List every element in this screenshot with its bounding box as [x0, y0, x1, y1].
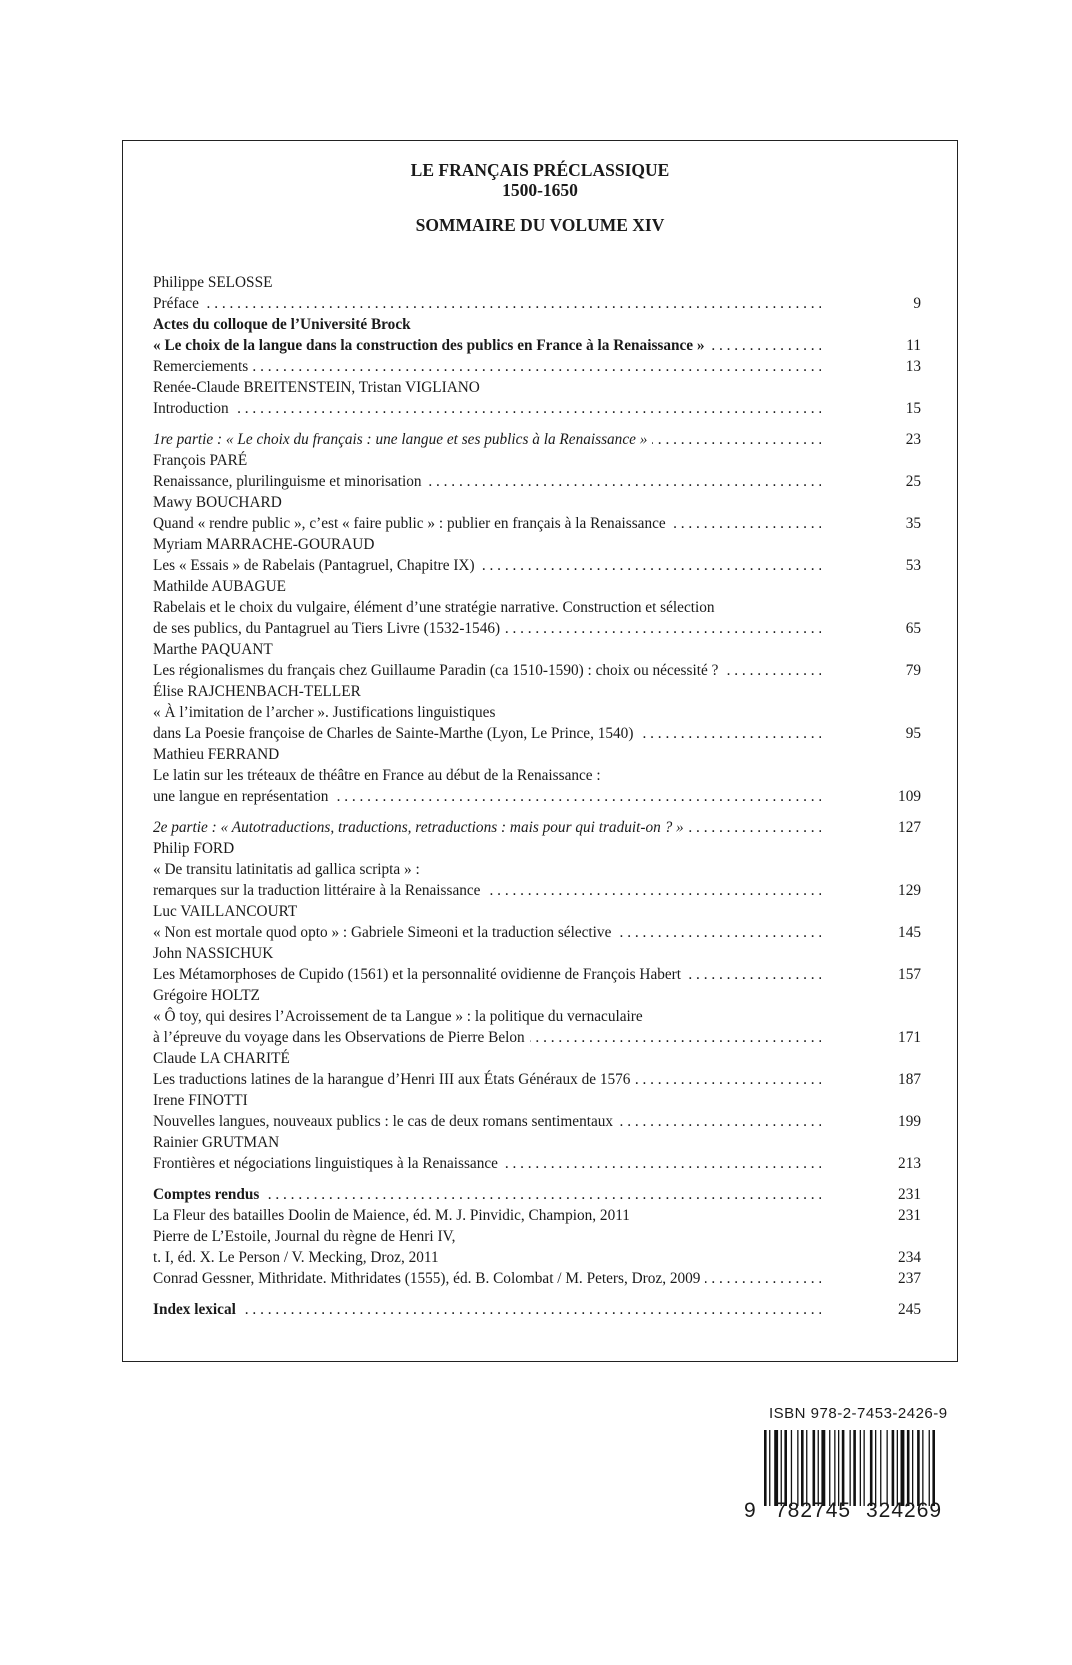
toc-page-number: 23	[831, 429, 921, 450]
toc-entry	[153, 293, 921, 314]
toc-entry-title: Préface	[153, 295, 204, 312]
toc-text: « De transitu latinitatis ad gallica scripta » :	[153, 861, 420, 878]
toc-entry	[153, 922, 921, 943]
toc-author	[153, 639, 921, 660]
toc-page-number: 129	[831, 880, 921, 901]
toc-page-number: 127	[831, 817, 921, 838]
toc-entry	[153, 786, 921, 807]
barcode-bar	[784, 1430, 787, 1506]
toc-entry-title: de ses publics, du Pantagruel au Tiers Livre (1532-1546)	[153, 620, 505, 637]
barcode-first-digit: 9	[744, 1499, 756, 1522]
barcode-bar	[932, 1430, 935, 1506]
toc-entry-title: La Fleur des batailles Doolin de Maience, éd. M. J. Pinvidic, Champion, 2011	[153, 1207, 635, 1224]
toc-author	[153, 450, 921, 471]
barcode-bar	[806, 1430, 807, 1506]
barcode-image	[764, 1430, 958, 1506]
toc-page-number: 171	[831, 1027, 921, 1048]
toc-entry	[153, 964, 921, 985]
barcode-bar	[887, 1430, 888, 1506]
volume-subtitle: SOMMAIRE DU VOLUME XIV	[415, 215, 665, 235]
toc-author	[153, 901, 921, 922]
toc-entry-title: Introduction	[153, 400, 234, 417]
toc-text: Mathilde AUBAGUE	[153, 578, 286, 595]
toc-text: Mawy BOUCHARD	[153, 494, 282, 511]
barcode-bar	[897, 1430, 898, 1506]
barcode-bar	[797, 1430, 798, 1506]
toc-page-number: 231	[831, 1205, 921, 1226]
toc-entry-title: Quand « rendre public », c’est « faire public » : publier en français à la Renaissance	[153, 515, 671, 532]
toc-page-number: 11	[831, 335, 921, 356]
isbn-label: ISBN 978-2-7453-2426-9	[769, 1405, 948, 1422]
toc-page-number: 95	[831, 723, 921, 744]
barcode-bar	[917, 1430, 920, 1506]
barcode-right-digits: 324269	[866, 1499, 943, 1522]
barcode-bar	[834, 1430, 835, 1506]
toc-line	[153, 1006, 921, 1027]
toc-author	[153, 744, 921, 765]
barcode-bar	[912, 1430, 913, 1506]
toc-entry-title: Les « Essais » de Rabelais (Pantagruel, Chapitre IX)	[153, 557, 480, 574]
toc-entry	[153, 1027, 921, 1048]
toc-entry	[153, 356, 921, 377]
toc-page-number: 15	[831, 398, 921, 419]
toc-line	[153, 702, 921, 723]
toc-entry	[153, 335, 921, 356]
toc-page-number: 109	[831, 786, 921, 807]
barcode-bar	[850, 1430, 851, 1506]
toc-entry-title: Les régionalismes du français chez Guillaume Paradin (ca 1510-1590) : choix ou nécessité ?	[153, 662, 723, 679]
toc-page-number: 13	[831, 356, 921, 377]
toc-entry	[153, 660, 921, 681]
barcode-bar	[860, 1430, 861, 1506]
toc-page-number: 237	[831, 1268, 921, 1289]
toc-author	[153, 377, 921, 398]
toc-text: Actes du colloque de l’Université Brock	[153, 316, 411, 333]
toc-entry-title: 2e partie : « Autotraductions, traductions, retraductions : mais pour qui traduit-on ? »	[153, 819, 689, 836]
toc-author	[153, 492, 921, 513]
toc-entry-title: Renaissance, plurilinguisme et minorisation	[153, 473, 427, 490]
toc-entry-title: « Le choix de la langue dans la construction des publics en France à la Renaissance »	[153, 337, 710, 354]
toc-page-number: 35	[831, 513, 921, 534]
toc-entry-title: Conrad Gessner, Mithridate. Mithridates (1555), éd. B. Colombat / M. Peters, Droz, 2009	[153, 1270, 705, 1287]
barcode-bar	[880, 1430, 881, 1506]
toc-text: Philippe SELOSSE	[153, 274, 273, 291]
toc-entry	[153, 1069, 921, 1090]
toc-entry-title: à l’épreuve du voyage dans les Observations de Pierre Belon	[153, 1029, 530, 1046]
toc-text: Myriam MARRACHE-GOURAUD	[153, 536, 375, 553]
toc-entry	[153, 513, 921, 534]
toc-entry	[153, 429, 921, 450]
toc-entry	[153, 555, 921, 576]
toc-line	[153, 859, 921, 880]
toc-entry-title: Remerciements	[153, 358, 253, 375]
toc-line	[153, 1226, 921, 1247]
toc-page-number: 157	[831, 964, 921, 985]
barcode-bar	[818, 1430, 819, 1506]
toc-text: Renée-Claude BREITENSTEIN, Tristan VIGLIANO	[153, 379, 480, 396]
toc-text: François PARÉ	[153, 452, 248, 469]
toc-author	[153, 272, 921, 293]
barcode-bar	[774, 1430, 778, 1506]
barcode-bar	[764, 1430, 767, 1506]
toc-entry-title: « Non est mortale quod opto » : Gabriele Simeoni et la traduction sélective	[153, 924, 616, 941]
toc-text: Luc VAILLANCOURT	[153, 903, 298, 920]
table-of-contents	[153, 272, 921, 1320]
barcode-bar	[829, 1430, 830, 1506]
toc-text: John NASSICHUK	[153, 945, 274, 962]
toc-author	[153, 1048, 921, 1069]
barcode-bar	[813, 1430, 816, 1506]
toc-author	[153, 1090, 921, 1111]
toc-text: Élise RAJCHENBACH-TELLER	[153, 683, 361, 700]
barcode-left-digits: 782745	[775, 1499, 852, 1522]
toc-page-number: 145	[831, 922, 921, 943]
toc-author	[153, 943, 921, 964]
toc-text: Rabelais et le choix du vulgaire, élément d’une stratégie narrative. Construction et sélection	[153, 599, 715, 616]
toc-text: Claude LA CHARITÉ	[153, 1050, 290, 1067]
toc-page-number: 53	[831, 555, 921, 576]
journal-title: LE FRANÇAIS PRÉCLASSIQUE	[410, 160, 670, 180]
toc-author	[153, 681, 921, 702]
barcode-bar	[801, 1430, 804, 1506]
barcode-bar	[907, 1430, 910, 1506]
toc-entry	[153, 880, 921, 901]
toc-entry-title: t. I, éd. X. Le Person / V. Mecking, Droz, 2011	[153, 1249, 444, 1266]
barcode-bar	[821, 1430, 825, 1506]
toc-entry-title: une langue en représentation	[153, 788, 333, 805]
barcode-bar	[769, 1430, 770, 1506]
toc-entry-title: Frontières et négociations linguistiques à la Renaissance	[153, 1155, 503, 1172]
barcode-bar	[892, 1430, 895, 1506]
toc-text: « Ô toy, qui desires l’Acroissement de ta Langue » : la politique du vernaculaire	[153, 1008, 643, 1025]
toc-entry	[153, 1184, 921, 1205]
toc-author	[153, 576, 921, 597]
toc-page-number: 79	[831, 660, 921, 681]
barcode-bar	[929, 1430, 930, 1506]
toc-page-number: 187	[831, 1069, 921, 1090]
toc-author	[153, 534, 921, 555]
toc-page-number: 9	[831, 293, 921, 314]
toc-entry	[153, 1205, 921, 1226]
toc-entry-title: Les Métamorphoses de Cupido (1561) et la personnalité ovidienne de François Habert	[153, 966, 686, 983]
toc-page-number: 213	[831, 1153, 921, 1174]
toc-page-number: 25	[831, 471, 921, 492]
toc-entry	[153, 1153, 921, 1174]
barcode-bar	[781, 1430, 782, 1506]
toc-text: Philip FORD	[153, 840, 235, 857]
toc-text: Rainier GRUTMAN	[153, 1134, 280, 1151]
toc-text: « À l’imitation de l’archer ». Justifications linguistiques	[153, 704, 496, 721]
toc-entry-title: remarques sur la traduction littéraire à la Renaissance	[153, 882, 485, 899]
toc-page-number: 199	[831, 1111, 921, 1132]
toc-section-heading	[153, 314, 921, 335]
toc-entry-title: Comptes rendus	[153, 1186, 264, 1203]
toc-page-number: 234	[831, 1247, 921, 1268]
toc-entry	[153, 723, 921, 744]
barcode-bar	[870, 1430, 873, 1506]
toc-entry	[153, 1111, 921, 1132]
barcode-bar	[853, 1430, 856, 1506]
toc-line	[153, 597, 921, 618]
toc-page-number: 245	[831, 1299, 921, 1320]
toc-text: Mathieu FERRAND	[153, 746, 280, 763]
toc-entry-title: Nouvelles langues, nouveaux publics : le cas de deux romans sentimentaux	[153, 1113, 618, 1130]
toc-text: Grégoire HOLTZ	[153, 987, 260, 1004]
toc-page-number: 65	[831, 618, 921, 639]
toc-text: Irene FINOTTI	[153, 1092, 248, 1109]
toc-author	[153, 985, 921, 1006]
toc-entry	[153, 817, 921, 838]
barcode-bar	[901, 1430, 905, 1506]
barcode-bar	[838, 1430, 839, 1506]
journal-years: 1500-1650	[502, 180, 578, 200]
toc-entry	[153, 398, 921, 419]
toc-text: Pierre de L’Estoile, Journal du règne de Henri IV,	[153, 1228, 456, 1245]
toc-entry	[153, 618, 921, 639]
barcode-bar	[842, 1430, 845, 1506]
toc-entry-title: Les traductions latines de la harangue d’Henri III aux États Généraux de 1576	[153, 1071, 635, 1088]
toc-line	[153, 765, 921, 786]
toc-entry-title: Index lexical	[153, 1301, 241, 1318]
toc-entry	[153, 471, 921, 492]
barcode-bar	[875, 1430, 876, 1506]
toc-page-number: 231	[831, 1184, 921, 1205]
toc-entry	[153, 1247, 921, 1268]
toc-text: Le latin sur les tréteaux de théâtre en France au début de la Renaissance :	[153, 767, 601, 784]
toc-entry	[153, 1299, 921, 1320]
toc-author	[153, 838, 921, 859]
barcode-bar	[791, 1430, 792, 1506]
barcode-bar	[864, 1430, 865, 1506]
toc-text: Marthe PAQUANT	[153, 641, 273, 658]
toc-entry	[153, 1268, 921, 1289]
toc-author	[153, 1132, 921, 1153]
barcode-bar	[922, 1430, 923, 1506]
toc-entry-title: 1re partie : « Le choix du français : une langue et ses publics à la Renaissance »	[153, 431, 652, 448]
toc-entry-title: dans La Poesie françoise de Charles de Sainte-Marthe (Lyon, Le Prince, 1540)	[153, 725, 638, 742]
